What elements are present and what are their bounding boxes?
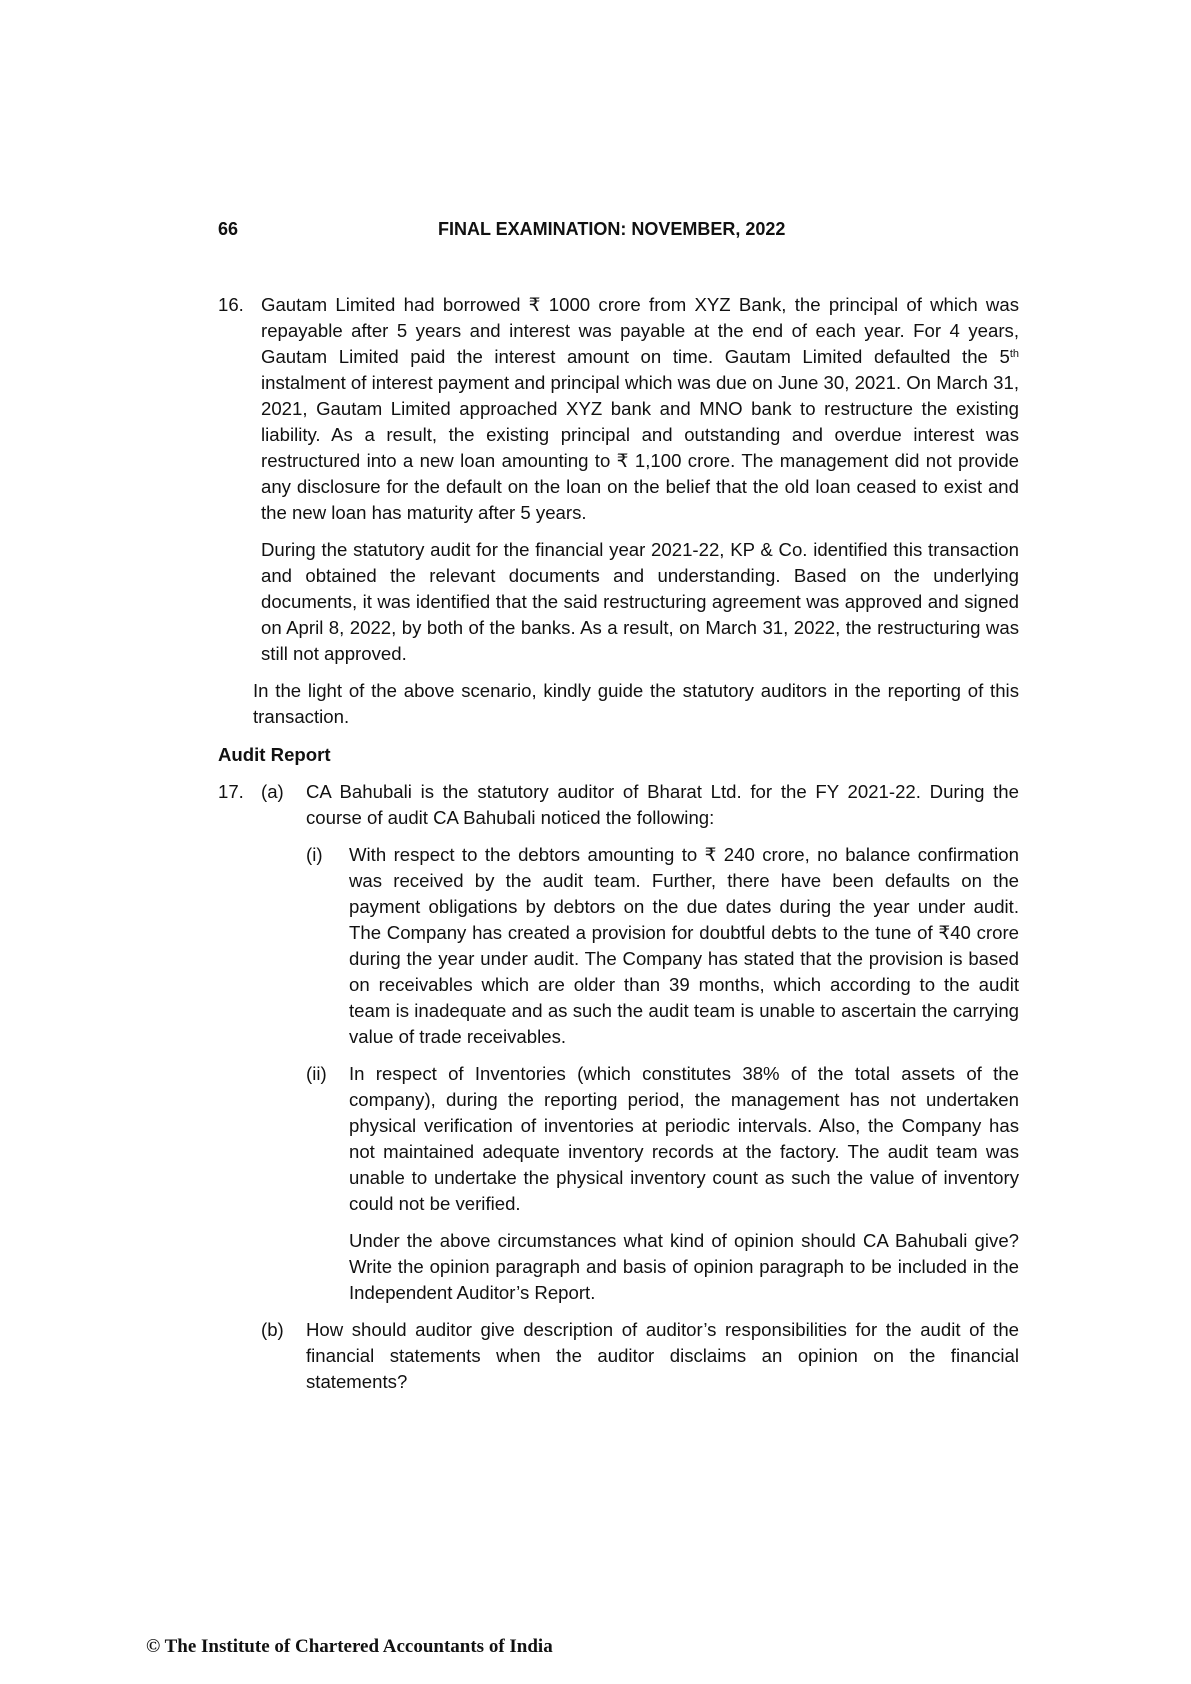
page-content [218,292,1019,1395]
question-number: 16. [218,294,244,315]
question-17a-item-ii [218,1061,1019,1217]
question-17a-text: CA Bahubali is the statutory auditor of Bharat Ltd. for the FY 2021-22. During the course of audit CA Bahubali noticed the following: [306,781,1019,828]
section-heading: Audit Report [218,744,331,765]
item-label: (ii) [306,1063,327,1084]
text-run: Gautam Limited had borrowed ₹ 1000 crore from XYZ Bank, the principal of which was repayable after 5 years and interest was payable at the end of each year. For 4 years, Gautam Limited paid the interest amount on time. Gautam Limited defaulted the 5 [261,294,1019,367]
sub-label: (b) [261,1319,284,1340]
question-17b-text: How should auditor give description of auditor’s responsibilities for the audit of the financial statements when the auditor disclaims an opinion on the financial statements? [306,1319,1019,1392]
sub-label: (a) [261,781,284,802]
item-text: In respect of Inventories (which constitutes 38% of the total assets of the company), during the reporting period, the management has not undertaken physical verification of inventories at periodic intervals. Also, the Company has not maintained adequate inventory records at the factory. The audit team was unable to undertake the physical inventory count as such the value of inventory could not be verified. [349,1063,1019,1214]
question-17a [218,779,1019,831]
exam-title: FINAL EXAMINATION: NOVEMBER, 2022 [438,219,786,239]
text-run: instalment of interest payment and principal which was due on June 30, 2021. On March 31, 2021, Gautam Limited approached XYZ bank and MNO bank to restructure the existing liability. As a result, the existing principal and outstanding and overdue interest was restructured into a new loan amounting to ₹ 1,100 crore. The management did not provide any disclosure for the default on the loan on the belief that the old loan ceased to exist and the new loan has maturity after 5 years. [261,372,1019,523]
question-17a-item-i [218,842,1019,1050]
question-16-paragraph-1 [261,292,1019,526]
question-17b [218,1317,1019,1395]
page-number: 66 [218,219,239,239]
closing-text: Under the above circumstances what kind of opinion should CA Bahubali give? Write the opinion paragraph and basis of opinion paragraph to be included in the Independent Auditor’s Report. [349,1230,1019,1303]
question-16-instruction: In the light of the above scenario, kindly guide the statutory auditors in the reporting of this transaction. [253,680,1019,727]
item-label: (i) [306,844,323,865]
footer-copyright: © The Institute of Chartered Accountants of India [146,1636,553,1657]
question-16 [218,292,1019,667]
question-16-paragraph-2: During the statutory audit for the financial year 2021-22, KP & Co. identified this transaction and obtained the relevant documents and understanding. Based on the underlying documents, it was identified that the said restructuring agreement was approved and signed on April 8, 2022, by both of the banks. As a result, on March 31, 2022, the restructuring was still not approved. [261,539,1019,664]
superscript: th [1009,348,1019,360]
question-number: 17. [218,781,244,802]
page-header [218,219,1022,245]
item-text: With respect to the debtors amounting to ₹ 240 crore, no balance confirmation was received by the audit team. Further, there have been defaults on the payment obligations by debtors on the due dates during the year under audit. The Company has created a provision for doubtful debts to the tune of ₹40 crore during the year under audit. The Company has stated that the provision is based on receivables which are older than 39 months, which according to the audit team is inadequate and as such the audit team is unable to ascertain the carrying value of trade receivables. [349,844,1019,1047]
question-17a-closing [218,1228,1019,1306]
